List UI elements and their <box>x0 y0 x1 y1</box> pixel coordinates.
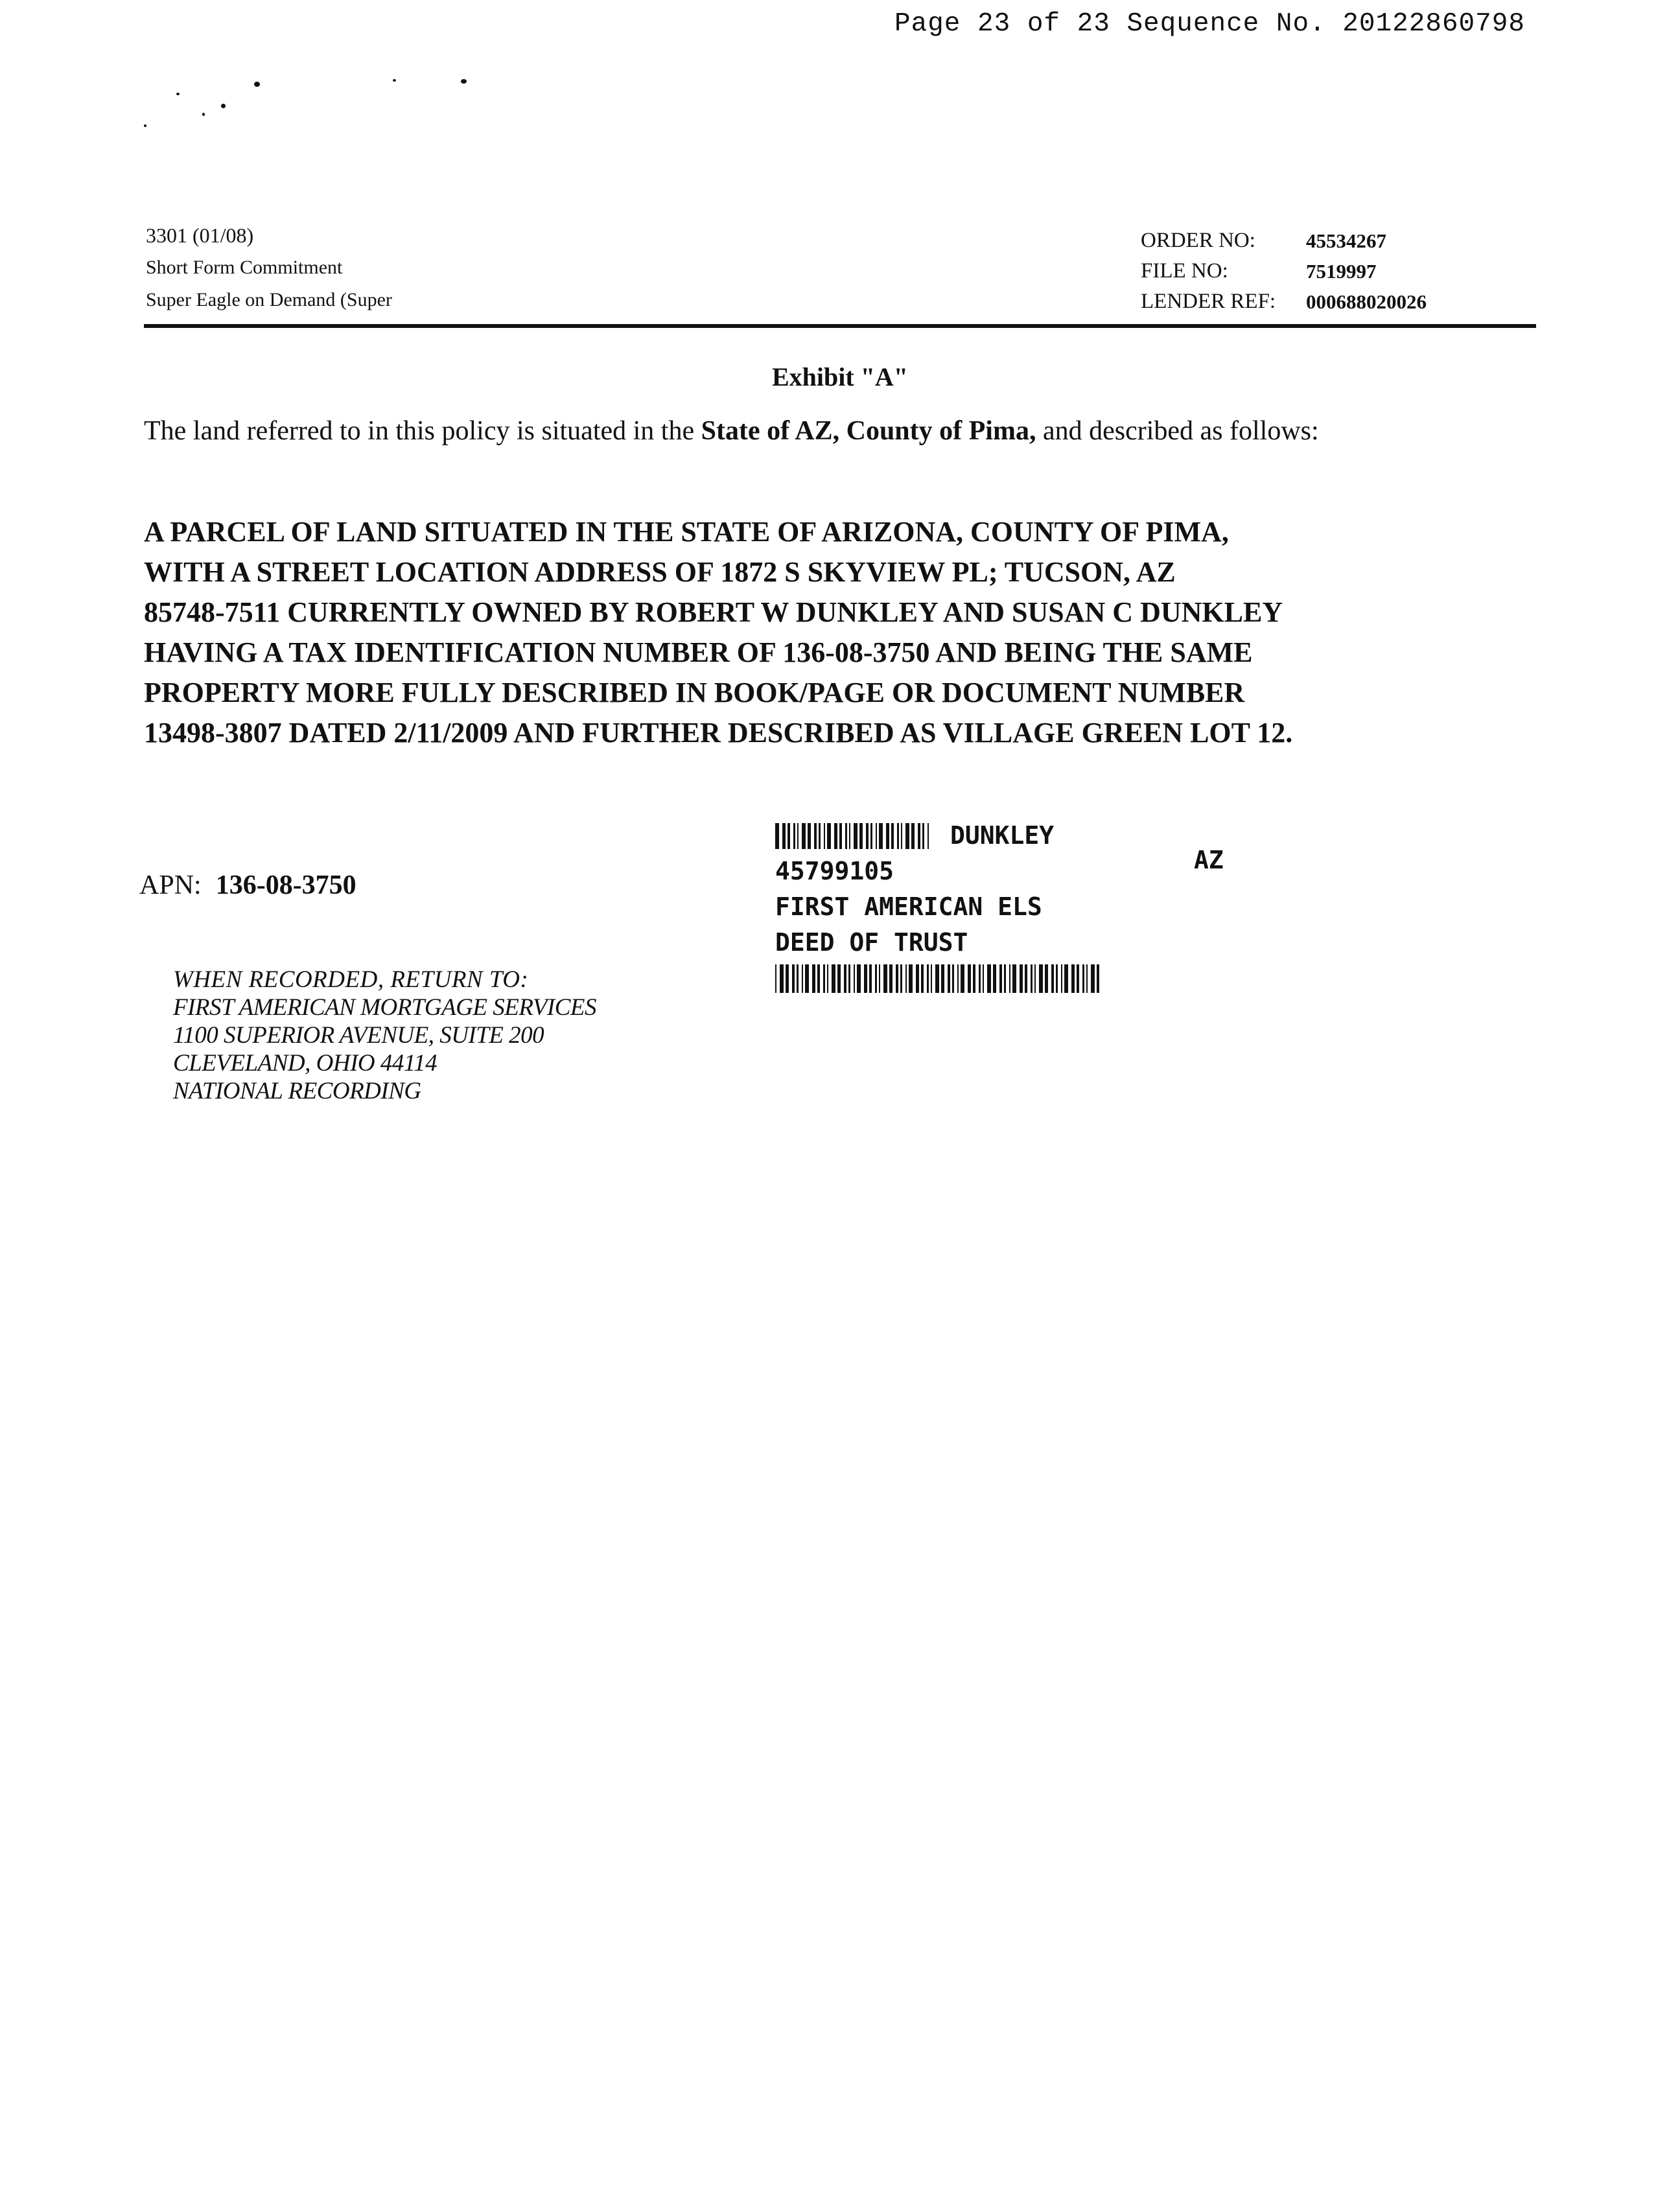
form-code: 3301 (01/08) <box>146 224 254 247</box>
lender-ref-label: LENDER REF: <box>1141 290 1276 313</box>
return-address-block <box>173 966 596 1105</box>
legal-line: 13498-3807 DATED 2/11/2009 AND FURTHER DESCRIBED AS VILLAGE GREEN LOT 12. <box>144 717 1293 749</box>
legal-line: A PARCEL OF LAND SITUATED IN THE STATE OF ARIZONA, COUNTY OF PIMA, <box>144 516 1229 548</box>
order-info-block <box>1141 226 1427 317</box>
label-number: 45799105 <box>775 857 894 885</box>
file-number-value: 7519997 <box>1306 260 1377 283</box>
lender-ref-row <box>1141 286 1427 317</box>
label-barcode-bottom-row <box>775 960 1099 996</box>
legal-line: 85748-7511 CURRENTLY OWNED BY ROBERT W DUNKLEY AND SUSAN C DUNKLEY <box>144 596 1283 628</box>
page-sequence-stamp: Page 23 of 23 Sequence No. 20122860798 <box>894 9 1525 39</box>
legal-line: HAVING A TAX IDENTIFICATION NUMBER OF 136-08-3750 AND BEING THE SAME <box>144 636 1253 668</box>
legal-line: WITH A STREET LOCATION ADDRESS OF 1872 S SKYVIEW PL; TUCSON, AZ <box>144 556 1176 588</box>
apn-value: 136-08-3750 <box>215 870 356 900</box>
return-caption: WHEN RECORDED, RETURN TO: <box>173 966 529 993</box>
label-number-row <box>775 854 1099 889</box>
intro-text-end: and described as follows: <box>1042 416 1319 446</box>
intro-text: The land referred to in this policy is situated in the <box>144 416 695 446</box>
barcode-top <box>775 823 931 849</box>
return-line: NATIONAL RECORDING <box>173 1078 421 1104</box>
form-type: Short Form Commitment <box>146 257 343 278</box>
exhibit-intro <box>144 412 1537 450</box>
file-number-row <box>1141 256 1427 286</box>
return-line: FIRST AMERICAN MORTGAGE SERVICES <box>173 994 597 1021</box>
label-doctype-row <box>775 925 1099 960</box>
order-number-label: ORDER NO: <box>1141 229 1255 252</box>
legal-description <box>144 512 1518 753</box>
label-name: DUNKLEY <box>950 821 1055 850</box>
apn-label: APN: <box>139 870 202 900</box>
exhibit-title: Exhibit "A" <box>771 362 909 391</box>
recording-label <box>775 818 1099 996</box>
apn-line <box>139 870 356 901</box>
label-barcode-row <box>775 818 1099 854</box>
intro-state: State of AZ, <box>701 416 840 446</box>
label-state: AZ <box>1194 846 1224 874</box>
label-company: FIRST AMERICAN ELS <box>775 892 1042 921</box>
label-company-row <box>775 889 1099 925</box>
file-number-label: FILE NO: <box>1141 259 1228 283</box>
return-line: CLEVELAND, OHIO 44114 <box>173 1050 438 1077</box>
legal-line: PROPERTY MORE FULLY DESCRIBED IN BOOK/PAGE OR DOCUMENT NUMBER <box>144 677 1245 708</box>
barcode-bottom <box>775 964 1099 993</box>
order-number-row <box>1141 226 1427 256</box>
form-identifier-block <box>146 219 392 316</box>
header-divider <box>144 324 1536 328</box>
intro-county: County of Pima, <box>846 416 1036 446</box>
lender-ref-value: 000688020026 <box>1306 290 1427 313</box>
order-number-value: 45534267 <box>1306 229 1386 252</box>
form-product: Super Eagle on Demand (Super <box>146 289 392 310</box>
label-doc-type: DEED OF TRUST <box>775 928 968 957</box>
return-line: 1100 SUPERIOR AVENUE, SUITE 200 <box>173 1022 544 1049</box>
